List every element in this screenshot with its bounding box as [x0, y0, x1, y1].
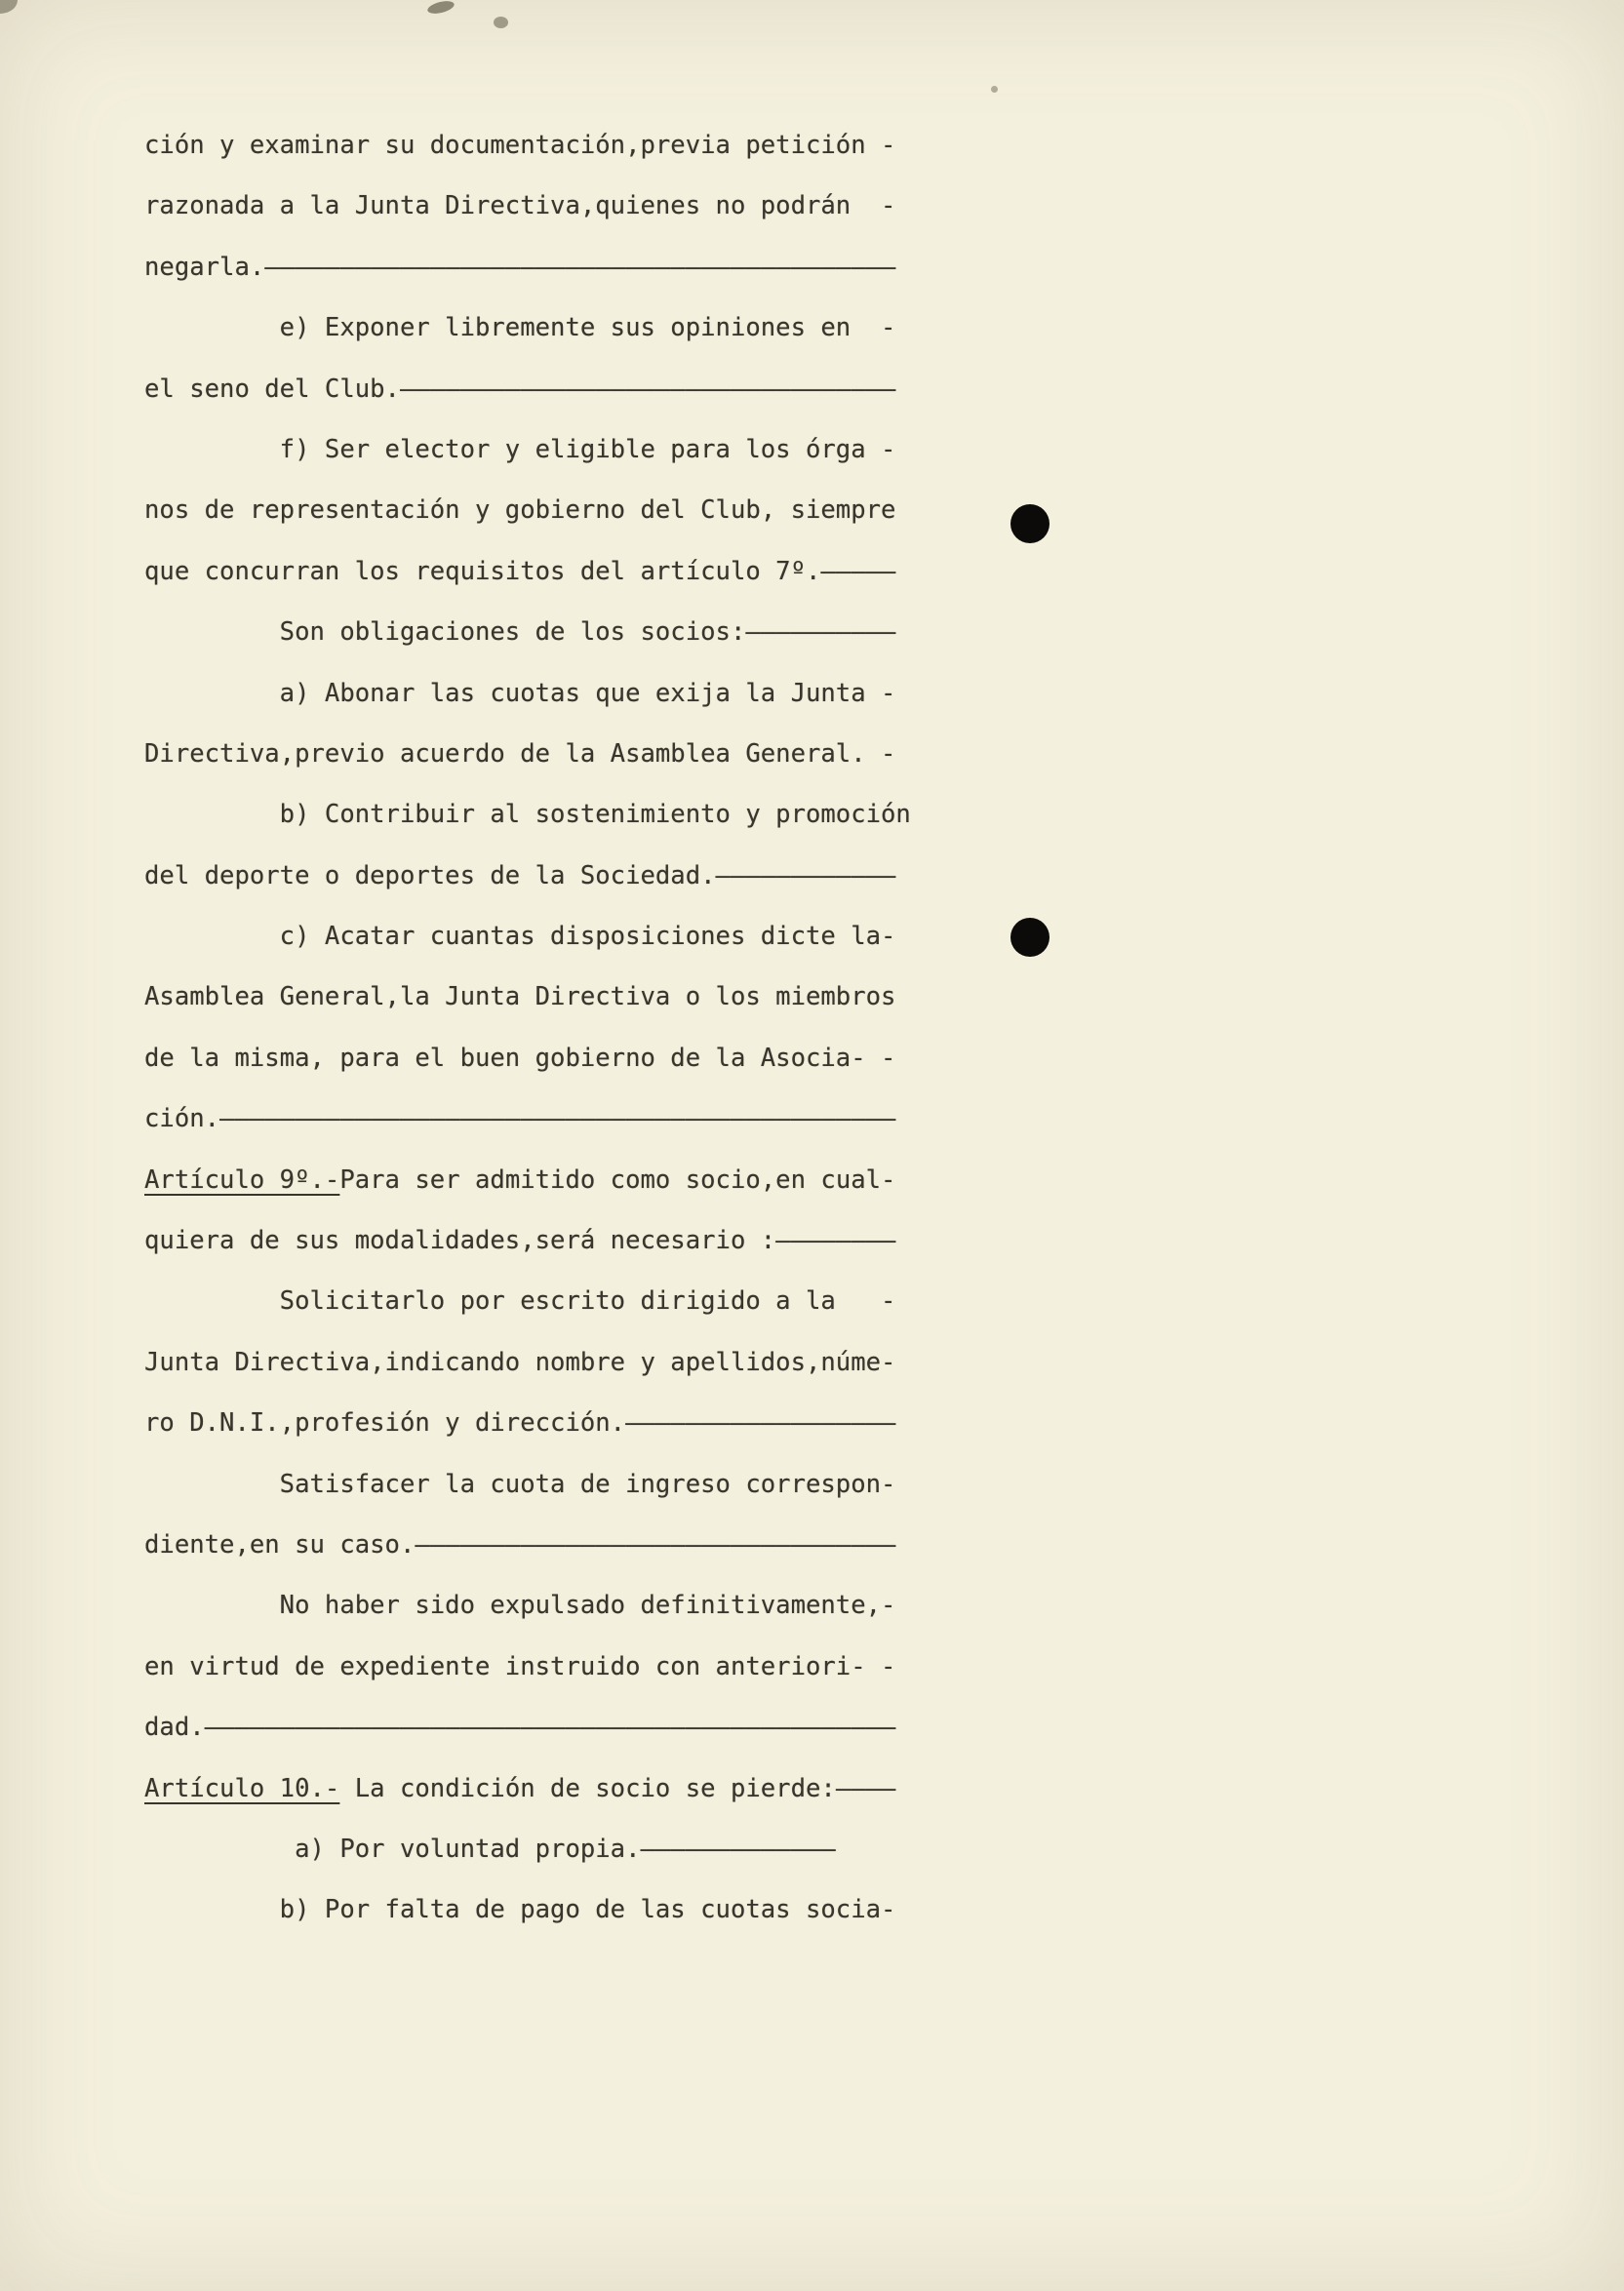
- document-line: Son obligaciones de los socios:——————————: [144, 617, 896, 648]
- document-line: ro D.N.I.,profesión y dirección.——————————————————: [144, 1408, 896, 1439]
- document-line: Satisfacer la cuota de ingreso correspon-: [144, 1469, 896, 1499]
- document-line: el seno del Club.—————————————————————————————————: [144, 374, 896, 404]
- document-line: Artículo 10.- La condición de socio se pierde:————: [144, 1773, 896, 1803]
- document-line: de la misma, para el buen gobierno de la Asocia- -: [144, 1043, 896, 1073]
- document-line: a) Abonar las cuotas que exija la Junta -: [144, 678, 896, 708]
- scan-artifact-corner: [0, 0, 18, 14]
- document-line: del deporte o deportes de la Sociedad.————————————: [144, 860, 896, 890]
- document-line: diente,en su caso.————————————————————————————————: [144, 1529, 896, 1560]
- document-line: a) Por voluntad propia.—————————————: [144, 1834, 836, 1864]
- document-text: [144, 115, 911, 1941]
- document-line: f) Ser elector y eligible para los órga -: [144, 434, 896, 464]
- document-line: quiera de sus modalidades,será necesario :————————: [144, 1226, 896, 1256]
- article-heading: Artículo 9º.-: [144, 1165, 340, 1195]
- document-line: Junta Directiva,indicando nombre y apellidos,núme-: [144, 1347, 896, 1377]
- punch-hole-top: [1010, 504, 1050, 543]
- document-line: dad.——————————————————————————————————————————————: [144, 1713, 896, 1743]
- document-line: No haber sido expulsado definitivamente,-: [144, 1591, 896, 1621]
- document-line: b) Por falta de pago de las cuotas socia-: [144, 1895, 896, 1925]
- document-line: c) Acatar cuantas disposiciones dicte la-: [144, 922, 896, 952]
- punch-hole-bottom: [1010, 918, 1050, 957]
- document-line: ción.—————————————————————————————————————————————: [144, 1104, 896, 1134]
- document-line: razonada a la Junta Directiva,quienes no podrán -: [144, 191, 896, 221]
- document-line: Directiva,previo acuerdo de la Asamblea General. -: [144, 738, 896, 769]
- document-line: que concurran los requisitos del artículo 7º.—————: [144, 556, 896, 586]
- document-line: b) Contribuir al sostenimiento y promoción: [144, 800, 911, 830]
- document-line: negarla.——————————————————————————————————————————: [144, 252, 896, 282]
- document-line: e) Exponer libremente sus opiniones en -: [144, 313, 896, 343]
- document-line: Solicitarlo por escrito dirigido a la -: [144, 1286, 896, 1317]
- article-heading: Artículo 10.-: [144, 1773, 340, 1803]
- document-line: ción y examinar su documentación,previa petición -: [144, 131, 896, 160]
- scan-artifact: [426, 0, 456, 16]
- document-line: Asamblea General,la Junta Directiva o los miembros: [144, 982, 896, 1012]
- document-line: nos de representación y gobierno del Club, siempre: [144, 495, 896, 526]
- document-line: en virtud de expediente instruido con anteriori- -: [144, 1651, 896, 1681]
- scan-artifact: [991, 86, 998, 93]
- scan-artifact: [494, 17, 508, 28]
- document-line: Artículo 9º.-Para ser admitido como socio,en cual-: [144, 1165, 896, 1195]
